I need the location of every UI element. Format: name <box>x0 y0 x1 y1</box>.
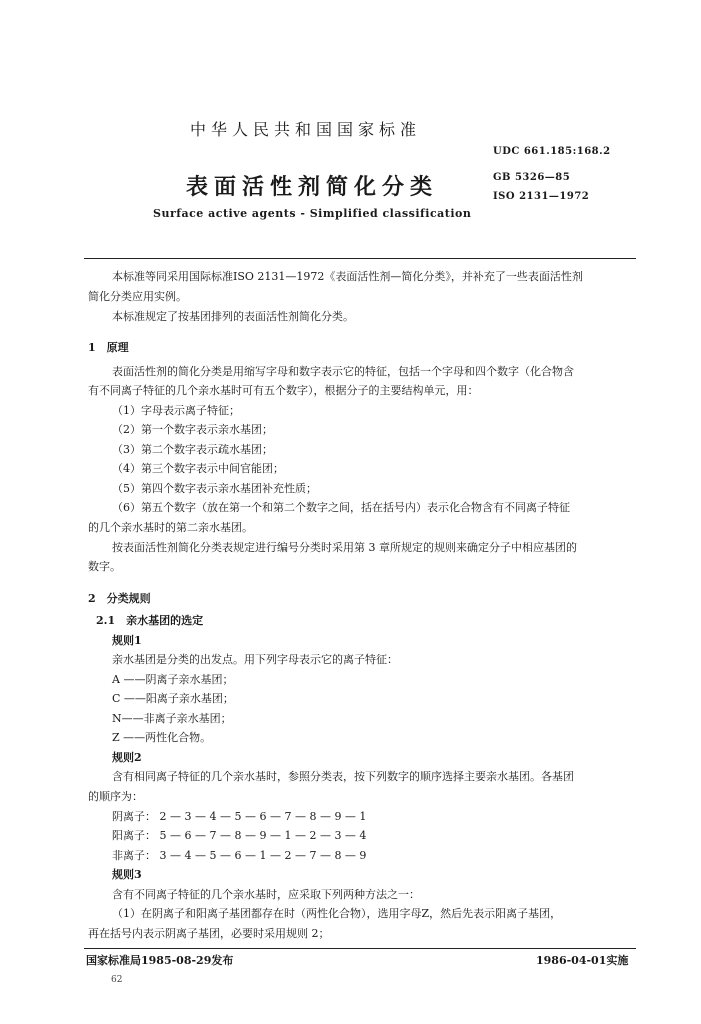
order-sequence: 阴离子： 2 — 3 — 4 — 5 — 6 — 7 — 8 — 9 — 1 <box>112 810 367 823</box>
english-title: Surface active agents - Simplified classification <box>153 207 472 220</box>
gb-number: GB 5326—85 <box>493 172 571 183</box>
rule-2-text-line: 含有相同离子特征的几个亲水基时，参照分类表，按下列数字的顺序选择主要亲水基团。各基团 <box>112 770 574 783</box>
list-item: （4）第三个数字表示中间官能团； <box>112 462 284 475</box>
section-1-paragraph-line: 有不同离子特征的几个亲水基时可有五个数字），根据分子的主要结构单元，用： <box>88 384 479 397</box>
rule-2-label: 规则2 <box>112 751 142 764</box>
intro-paragraph: 本标准规定了按基团排列的表面活性剂简化分类。 <box>112 310 354 323</box>
rule-1-label: 规则1 <box>112 634 142 647</box>
iso-number: ISO 2131—1972 <box>493 191 590 202</box>
ion-letter-item: C ——阳离子亲水基团； <box>112 692 234 705</box>
section-1-paragraph-line: 按表面活性剂简化分类表规定进行编号分类时采用第 3 章所规定的规则来确定分子中相应基团的 <box>112 541 577 554</box>
rule-3-item-line: （1）在阴离子和阳离子基团都存在时（两性化合物），选用字母Z，然后先表示阳离子基团， <box>112 907 562 920</box>
ion-letter-item: Z ——两性化合物。 <box>112 731 212 744</box>
document-title: 表面活性剂简化分类 <box>186 174 439 200</box>
list-item: （6）第五个数字（放在第一个和第二个数字之间，括在括号内）表示化合物含有不同离子特征 <box>112 501 570 514</box>
issued-date: 国家标准局1985-08-29发布 <box>86 954 234 967</box>
section-1-paragraph-line: 表面活性剂的简化分类是用缩写字母和数字表示它的特征，包括一个字母和四个数字（化合物含 <box>112 365 574 378</box>
ion-letter-item: A ——阴离子亲水基团； <box>112 673 234 686</box>
list-item: （3）第二个数字表示疏水基团； <box>112 443 273 456</box>
rule-3-label: 规则3 <box>112 868 142 881</box>
header-divider <box>84 258 636 259</box>
subsection-2-1-heading: 2.1 亲水基团的选定 <box>96 614 204 627</box>
order-sequence: 阳离子： 5 — 6 — 7 — 8 — 9 — 1 — 2 — 3 — 4 <box>112 829 367 842</box>
effective-date: 1986-04-01实施 <box>536 954 629 967</box>
list-item: （2）第一个数字表示亲水基团； <box>112 423 273 436</box>
list-item: （5）第四个数字表示亲水基团补充性质； <box>112 482 317 495</box>
rule-2-text-line: 的顺序为： <box>88 790 143 803</box>
rule-3-item-line: 再在括号内表示阴离子基团，必要时采用规则 2； <box>88 927 330 940</box>
standard-org-heading: 中华人民共和国国家标准 <box>190 120 422 139</box>
section-2-heading: 2 分类规则 <box>88 592 151 605</box>
section-1-heading: 1 原理 <box>88 341 129 354</box>
intro-paragraph-line: 本标准等同采用国际标准ISO 2131—1972《表面活性剂—简化分类》，并补充了一些表面活性剂 <box>112 270 583 283</box>
udc-number: UDC 661.185:168.2 <box>493 146 611 157</box>
section-1-paragraph-line: 数字。 <box>88 560 121 573</box>
rule-1-text: 亲水基团是分类的出发点。用下列字母表示它的离子特征： <box>112 653 398 666</box>
order-sequence: 非离子： 3 — 4 — 5 — 6 — 1 — 2 — 7 — 8 — 9 <box>112 849 367 862</box>
list-item: （1）字母表示离子特征； <box>112 404 240 417</box>
ion-letter-item: N——非离子亲水基团； <box>112 712 232 725</box>
page-number: 62 <box>111 975 123 985</box>
intro-paragraph-line: 简化分类应用实例。 <box>88 290 187 303</box>
list-item-continuation: 的几个亲水基时的第二亲水基团。 <box>88 521 253 534</box>
footer-divider <box>84 948 636 949</box>
rule-3-text: 含有不同离子特征的几个亲水基时，应采取下列两种方法之一： <box>112 888 420 901</box>
